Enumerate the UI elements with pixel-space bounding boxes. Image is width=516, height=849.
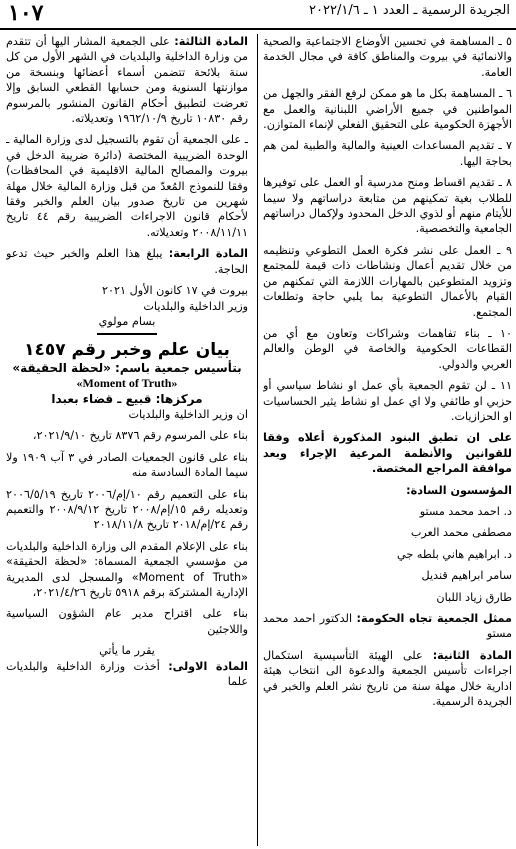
preamble-line: ان وزير الداخلية والبلديات [128,407,248,421]
founder-name: مصطفى محمد العرب [410,526,512,540]
page-header [0,0,516,30]
minister-name: بسام مولوي [98,314,156,328]
article-4-label: المادة الرابعة: [168,247,248,261]
article-1 [6,659,248,690]
representative [263,611,512,642]
preamble-line: بناء على الإعلام المقدم الى وزارة الداخلية والبلديات من مؤسسي الجمعية المسماة: «لحظة الحقيقة» «Moment of Truth» والمسجل لدى المديرية الإدارية المشتركة برقم ٥٩١٨ تاريخ ٢٠٢١/٤/٢٦، [6,539,248,599]
article-4 [6,246,248,277]
column-divider [257,34,258,846]
preamble-line: بناء على اقتراح مدير عام الشؤون السياسية واللاجئين [6,607,248,636]
preamble-line: بناء على التعميم رقم ١٠/إم/٢٠٠٦ تاريخ ٢٠٠٦/٥/١٩ وتعديله رقم ١٥/إم/٢٠٠٨ تاريخ ٢٠٠٨/٩/١٢ والتعميم رقم ٢٤/إم/٢٠١٨ تاريخ ٢٠١٨/١١/٨ [6,487,248,532]
preamble-line: بناء على قانون الجمعيات الصادر في ٣ آب ١٩٠٩ ولا سيما المادة السادسة منه [6,450,248,480]
representative-label: ممثل الجمعية تجاه الحكومة: [356,612,512,625]
preamble-line: بناء على المرسوم رقم ٨٣٧٦ تاريخ ٢٠٢١/٩/١٠، [32,429,248,443]
representative-name: الدكتور احمد محمد مستو [263,612,512,641]
article-2-text: على الهيئة التأسيسية استكمال اجراءات تأسيس الجمعية والدعوة الى انتخاب هيئة ادارية خلال مهلة سنة من تاريخ نشر العلم والخبر في الجريدة الرسمية. [263,648,512,709]
page-number: ١٠٧ [8,0,44,26]
decides-line: يقرر ما يأتي [99,644,155,658]
notice-subtitle: بتأسيس جمعية باسم: «لحظة الحقيقة» [12,360,242,375]
article-2 [263,648,512,710]
item-6: ٦ ـ المساهمة بكل ما هو ممكن لرفع الفقر والجهل من المواطنين في جميع الأراضي اللبنانية والعمل مع الأجهزة الحكومية على التحقيق الفعلي لإنماء المتوازن. [263,87,512,132]
item-7: ٧ ـ تقديم المساعدات العينية والمالية والطبية لمن هم بحاجة اليها. [263,139,512,168]
article-3-label: المادة الثالثة: [174,35,248,48]
article-4-text: يبلغ هذا العلم والخبر حيث تدعو الحاجة. [6,247,248,276]
founder-name: طارق زياد اللبان [436,590,512,604]
item-8: ٨ ـ تقديم اقساط ومنح مدرسية أو العمل على توفيرها للطلاب بغية تمكينهم من متابعة دراساتهم ولا سيما للأيتام منهم أو لذوي الدخل المحدود ولإكمال دراساتهم الجامعية والتخصصية. [263,176,512,236]
notice-english-name: «Moment of Truth» [76,376,178,391]
founder-name: د. ابراهيم هاني بلطه جي [397,547,512,561]
article-2-label: المادة الثانية: [432,648,512,662]
founder-name: سامر ابراهيم قنديل [421,569,512,583]
item-10: ١٠ ـ بناء تفاهمات وشراكات وتعاون مع أي من القطاعات الحكومية والخاصة في الوطن والعالم العربي والدولي. [263,326,512,371]
separator [97,333,157,335]
gazette-title: الجريدة الرسمية ـ العدد ١ ـ ٢٠٢٢/١/٦ [309,3,510,18]
article-3 [6,34,248,126]
minister-title: وزير الداخلية والبلديات [143,299,248,313]
article-3-tax: ـ على الجمعية أن تقوم بالتسجيل لدى وزارة المالية ـ الوحدة الضريبية المختصة (دائرة ضريبة الدخل في بيروت والمصالح المالية الاقليمية في المحافظات) وفقا للنموذج المُعدّ من قبل وزارة المالية خلال مهلة شهرين من تاريخ صدور بيان العلم والخبر وفقا لأحكام قانون الاجراءات الضريبية رقم ٤٤ تاريخ ٢٠٠٨/١١/١١ وتعديلاته. [6,133,248,239]
right-column [263,34,512,846]
article-1-text: أخذت وزارة الداخلية والبلديات علما [6,659,248,689]
founder-name: د. احمد محمد مستو [419,504,512,518]
article-1-label: المادة الاولى: [168,659,248,673]
headquarters: مركزها: قبيع ـ قضاء بعبدا [51,391,203,406]
founders-label: المؤسسون السادة: [406,483,512,497]
signing-date: بيروت في ١٧ كانون الأول ٢٠٢١ [101,284,248,298]
application-clause: على ان تطبق البنود المذكورة أعلاه وفقا للقوانين والأنظمة المرعية الإجراء وبعد موافقة المراجع المختصة. [263,431,512,476]
item-11: ١١ ـ لن تقوم الجمعية بأي عمل او نشاط سياسي أو حزبي او طائفي ولا اي عمل او نشاط يثير الحساسيات او الحزازيات. [263,379,512,423]
article-3-text: على الجمعية المشار اليها أن تتقدم من وزارة الداخلية والبلديات في الشهر الأول من كل سنة بلائحة تتضمن أسماء أعضائها وبنسخة من موازنتها السنوية ومن حسابها القطعي السابق وإلا تعرضت لتطبيق أحكام القانون المنشور بالمرسوم رقم ١٠٨٣٠ تاريخ ١٩٦٢/١٠/٩ وتعديلاته. [6,35,248,126]
item-5: ٥ ـ المساهمة في تحسين الأوضاع الاجتماعية والصحية والانمائية في بيروت والمناطق كافة في مجال الخدمة العامة. [263,35,512,79]
notice-title: بيان علم وخبر رقم ١٤٥٧ [24,340,230,361]
left-column [6,34,248,846]
item-9: ٩ ـ العمل على نشر فكرة العمل التطوعي وتنظيمه من خلال تقديم أعمال ونشاطات ذات قيمة للمجتمع وتزويد المتطوعين بالمهارات اللازمة التي تمكنهم من القيام بالأعمال التطوعية بما يلبي حاجة وتطلعات المجتمع. [263,243,512,319]
